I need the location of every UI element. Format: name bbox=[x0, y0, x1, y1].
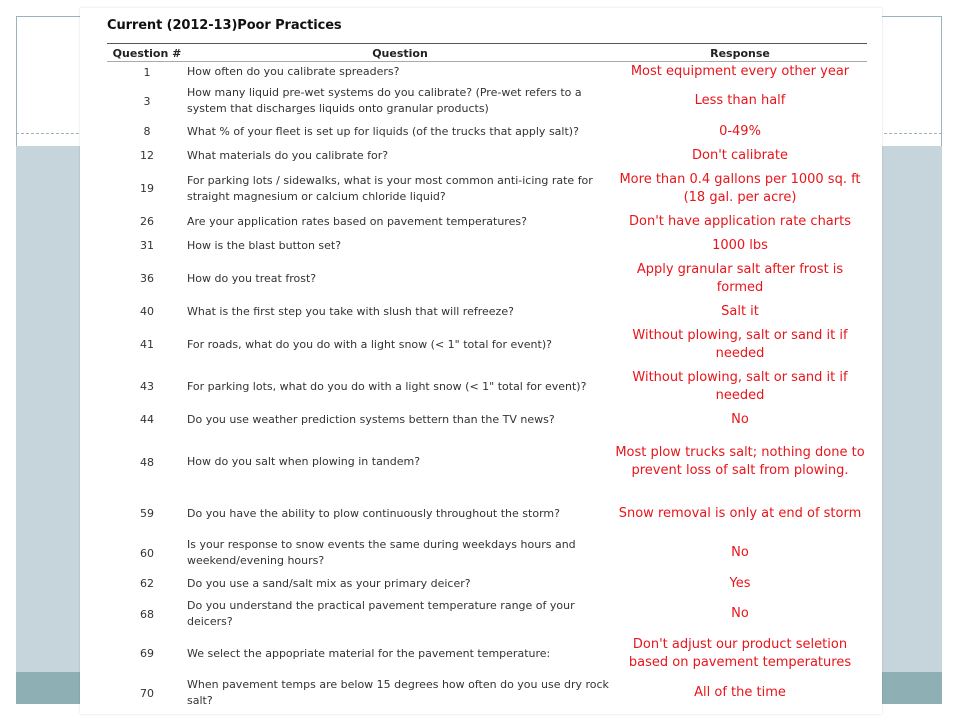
practices-sheet bbox=[80, 8, 882, 714]
table-row bbox=[107, 258, 867, 300]
table-row bbox=[107, 535, 867, 572]
table-row bbox=[107, 675, 867, 712]
question-text: For roads, what do you do with a light snow (< 1" total for event)? bbox=[187, 337, 552, 351]
question-number: 40 bbox=[140, 305, 154, 318]
column-header-response: Response bbox=[613, 46, 867, 62]
response-text: All of the time bbox=[694, 685, 786, 700]
question-text: What % of your fleet is set up for liquids (of the trucks that apply salt)? bbox=[187, 124, 579, 138]
table-row bbox=[107, 324, 867, 366]
question-text: How often do you calibrate spreaders? bbox=[187, 65, 400, 79]
response-text: Apply granular salt after frost is formed bbox=[636, 261, 844, 295]
table-row bbox=[107, 83, 867, 120]
response-text: Without plowing, salt or sand it if needed bbox=[632, 369, 848, 403]
response-text: Most plow trucks salt; nothing done to prevent loss of salt from plowing. bbox=[615, 445, 865, 478]
response-text: Yes bbox=[729, 575, 751, 591]
question-text: What materials do you calibrate for? bbox=[187, 148, 389, 162]
question-number: 68 bbox=[140, 607, 154, 621]
question-text: Do you understand the practical pavement temperature range of your deicers? bbox=[187, 599, 575, 628]
question-number: 70 bbox=[140, 686, 154, 700]
table-row bbox=[107, 572, 867, 596]
question-number: 1 bbox=[143, 65, 151, 79]
question-text: How many liquid pre-wet systems do you calibrate? (Pre-wet refers to a system that discharges liquids onto granular products) bbox=[187, 86, 582, 115]
question-number: 48 bbox=[140, 455, 154, 469]
question-number: 8 bbox=[143, 125, 151, 138]
question-number: 26 bbox=[140, 215, 154, 228]
question-text: Is your response to snow events the same during weekdays hours and weekend/evening hours? bbox=[187, 538, 576, 567]
question-number: 43 bbox=[140, 380, 154, 393]
column-header-question: Question bbox=[187, 46, 613, 62]
response-text: No bbox=[731, 545, 749, 560]
response-text: Most equipment every other year bbox=[630, 64, 850, 80]
response-text: Don't adjust our product seletion based on pavement temperatures bbox=[628, 636, 852, 670]
question-number: 19 bbox=[140, 182, 154, 195]
response-text: Less than half bbox=[694, 93, 786, 108]
table-row bbox=[107, 432, 867, 493]
table-row bbox=[107, 120, 867, 144]
question-text: Do you use a sand/salt mix as your primary deicer? bbox=[187, 576, 471, 590]
question-number: 12 bbox=[140, 149, 154, 162]
table-row bbox=[107, 144, 867, 168]
question-text: How do you treat frost? bbox=[187, 271, 317, 285]
table-row bbox=[107, 300, 867, 324]
response-text: No bbox=[731, 606, 749, 621]
question-text: We select the appopriate material for the pavement temperature: bbox=[187, 646, 551, 660]
question-text: How is the blast button set? bbox=[187, 238, 342, 252]
table-row bbox=[107, 633, 867, 675]
column-header-number: Question # bbox=[107, 46, 187, 62]
question-number: 69 bbox=[140, 647, 154, 660]
question-text: When pavement temps are below 15 degrees how often do you use dry rock salt? bbox=[187, 678, 609, 707]
response-text: Don't calibrate bbox=[691, 147, 788, 163]
response-text: More than 0.4 gallons per 1000 sq. ft (18 gal. per acre) bbox=[619, 171, 861, 205]
table-row bbox=[107, 596, 867, 633]
table-row bbox=[107, 234, 867, 258]
page-title: Current (2012-13)Poor Practices bbox=[107, 18, 342, 33]
question-text: How do you salt when plowing in tandem? bbox=[187, 455, 421, 468]
title-divider bbox=[107, 43, 867, 44]
question-number: 60 bbox=[140, 546, 154, 560]
response-text: Snow removal is only at end of storm bbox=[618, 505, 862, 521]
question-number: 62 bbox=[140, 577, 154, 590]
table-row bbox=[107, 210, 867, 234]
table-row bbox=[107, 168, 867, 210]
table-header-row bbox=[107, 46, 867, 62]
question-number: 36 bbox=[140, 272, 154, 285]
question-text: Do you use weather prediction systems bettern than the TV news? bbox=[187, 412, 555, 426]
response-text: Salt it bbox=[721, 303, 759, 319]
response-text: Don't have application rate charts bbox=[629, 213, 851, 229]
table-row bbox=[107, 366, 867, 408]
response-text: 1000 lbs bbox=[712, 237, 768, 253]
question-number: 3 bbox=[143, 94, 151, 108]
response-text: 0-49% bbox=[719, 123, 761, 139]
practices-table bbox=[107, 46, 867, 712]
question-number: 41 bbox=[140, 338, 154, 351]
table-row bbox=[107, 62, 867, 83]
question-text: Are your application rates based on pavement temperatures? bbox=[187, 214, 527, 228]
question-text: Do you have the ability to plow continuously throughout the storm? bbox=[187, 506, 560, 520]
response-text: No bbox=[731, 411, 749, 427]
question-text: For parking lots / sidewalks, what is your most common anti-icing rate for straight magnesium or calcium chloride liquid? bbox=[187, 173, 593, 203]
question-number: 59 bbox=[140, 507, 154, 520]
question-number: 44 bbox=[140, 413, 154, 426]
question-number: 31 bbox=[140, 239, 154, 252]
table-row bbox=[107, 408, 867, 432]
response-text: Without plowing, salt or sand it if needed bbox=[632, 327, 848, 361]
table-row bbox=[107, 493, 867, 535]
question-text: What is the first step you take with slush that will refreeze? bbox=[187, 304, 514, 318]
question-text: For parking lots, what do you do with a light snow (< 1" total for event)? bbox=[187, 379, 587, 393]
